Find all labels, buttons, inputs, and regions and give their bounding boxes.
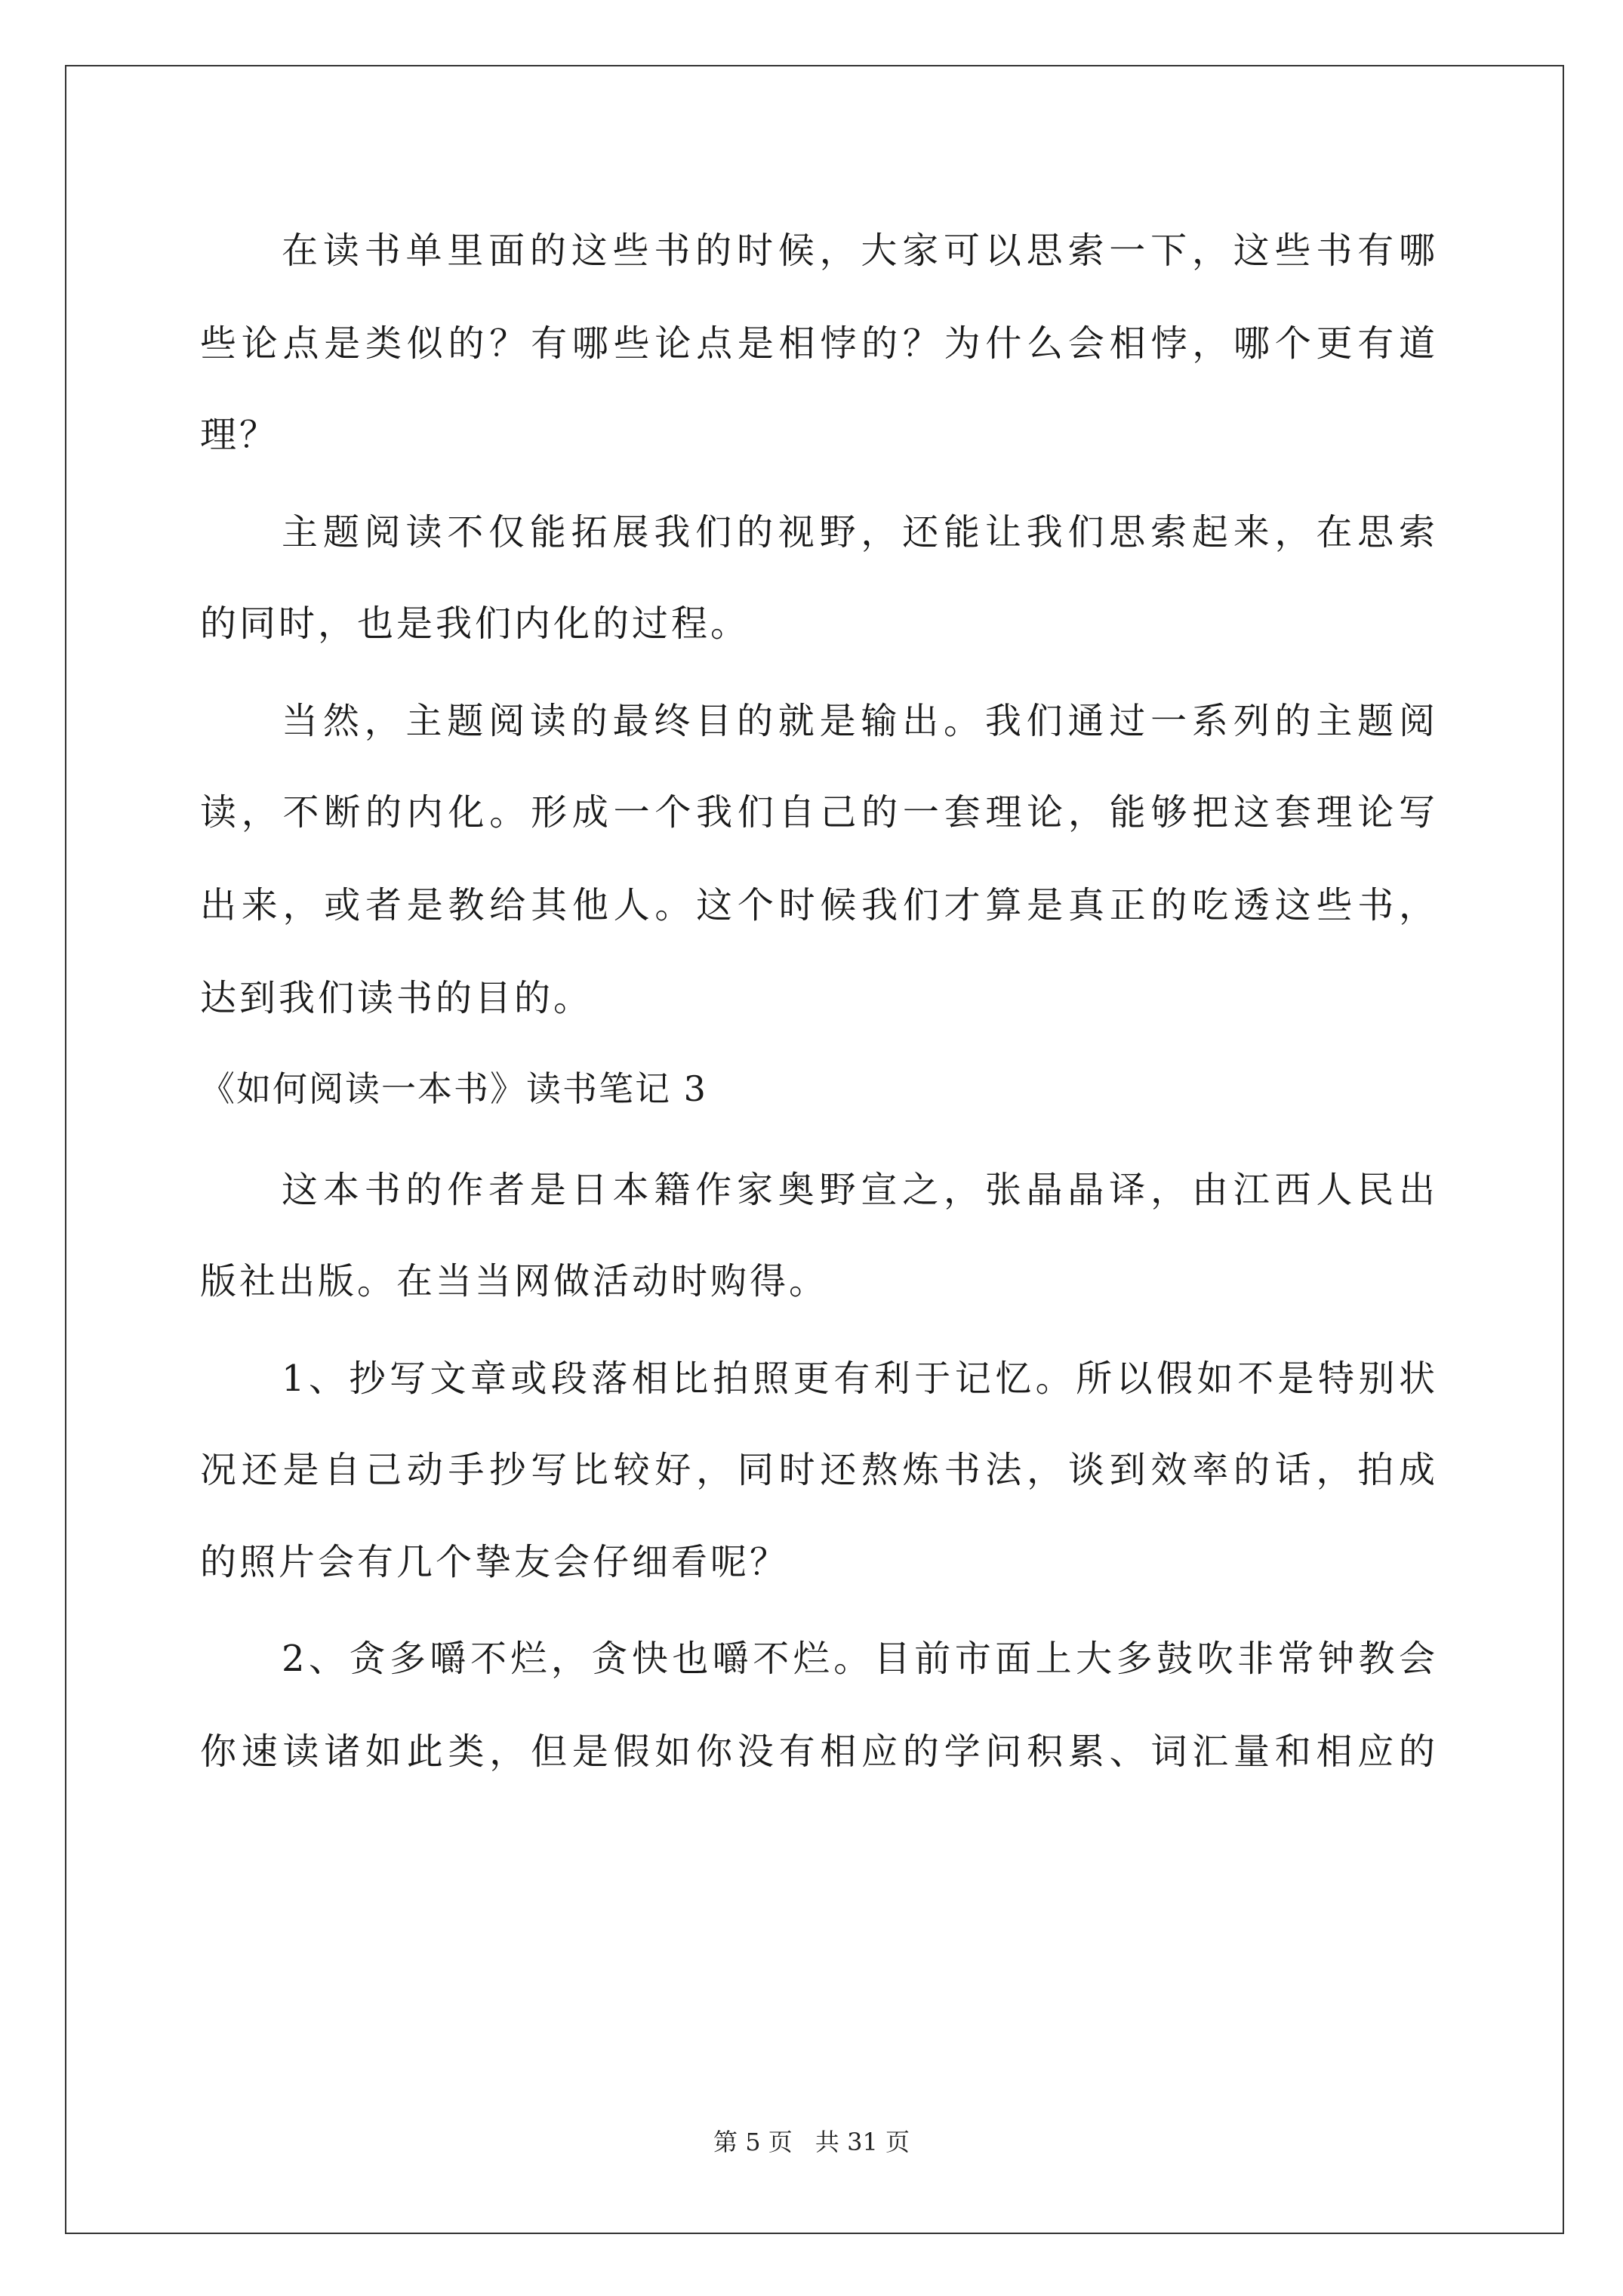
paragraph-line: 版社出版。在当当网做活动时购得。 (200, 1260, 829, 1302)
page-footer (0, 2127, 1623, 2157)
page-total: 共 31 页 (815, 2128, 910, 2156)
paragraph-line: 的同时，也是我们内化的过程。 (200, 603, 750, 645)
paragraph-line: 在读书单里面的这些书的时候，大家可以思索一下，这些书有哪 (282, 230, 1438, 272)
paragraph-line: 达到我们读书的目的。 (200, 977, 593, 1019)
page-number: 第 5 页 (713, 2128, 793, 2156)
paragraph-line: 2、贪多嚼不烂，贪快也嚼不烂。目前市面上大多鼓吹非常钟教会 (282, 1638, 1438, 1680)
paragraph-line: 你速读诸如此类，但是假如你没有相应的学问积累、词汇量和相应的 (200, 1730, 1438, 1773)
page-border (65, 65, 1564, 2234)
paragraph-line: 出来，或者是教给其他人。这个时候我们才算是真正的吃透这些书， (200, 884, 1438, 926)
paragraph-line: 理？ (200, 414, 279, 456)
paragraph-line: 当然，主题阅读的最终目的就是输出。我们通过一系列的主题阅 (282, 700, 1438, 742)
section-heading: 《如何阅读一本书》读书笔记 3 (200, 1068, 707, 1109)
paragraph-line: 的照片会有几个挚友会仔细看呢？ (200, 1541, 790, 1583)
paragraph-line: 读，不断的内化。形成一个我们自己的一套理论，能够把这套理论写 (200, 791, 1438, 834)
paragraph-line: 1、抄写文章或段落相比拍照更有利于记忆。所以假如不是特别状 (282, 1358, 1438, 1400)
paragraph-line: 这本书的作者是日本籍作家奥野宣之，张晶晶译，由江西人民出 (282, 1169, 1438, 1211)
paragraph-line: 些论点是类似的？有哪些论点是相悖的？为什么会相悖，哪个更有道 (200, 322, 1438, 365)
paragraph-line: 况还是自己动手抄写比较好，同时还熬炼书法，谈到效率的话，拍成 (200, 1449, 1438, 1491)
paragraph-line: 主题阅读不仅能拓展我们的视野，还能让我们思索起来，在思索 (282, 511, 1438, 553)
